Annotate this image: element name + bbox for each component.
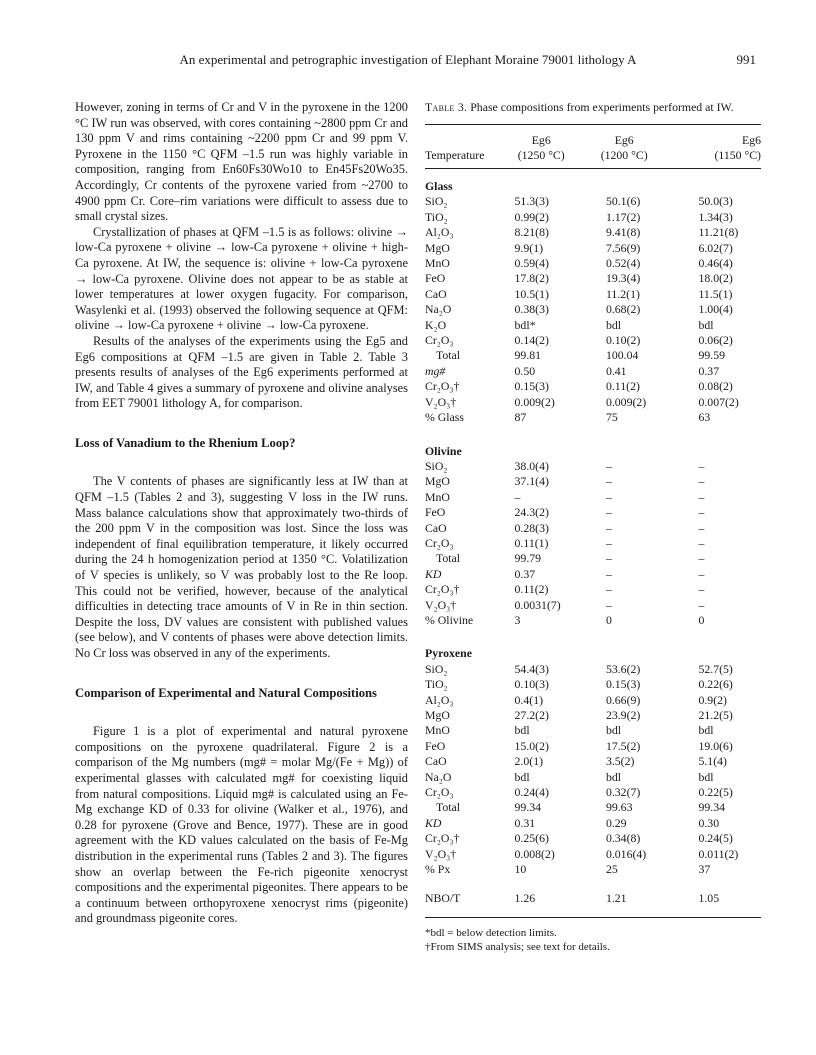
- table-cell: 27.2(2): [514, 708, 549, 722]
- table-cell: 87: [514, 410, 527, 425]
- table-cell: 9.41(8): [605, 225, 641, 240]
- table-row: [425, 816, 761, 831]
- page-number: 991: [736, 52, 756, 67]
- table-cell: 0.11(2): [605, 379, 640, 394]
- table-cell: 0.4(1): [514, 692, 544, 707]
- table-row: [425, 210, 761, 225]
- table-cell: bdl: [605, 769, 622, 784]
- row-label: FeO: [425, 738, 446, 753]
- table-cell: –: [605, 474, 612, 489]
- table-cell: 2.0(1): [514, 754, 544, 769]
- table-cell: –: [605, 566, 612, 581]
- table-cell: –: [698, 551, 705, 566]
- table-cell: 1.26: [514, 891, 536, 906]
- table-row: [425, 379, 761, 394]
- table-cell: 99.81: [514, 348, 542, 363]
- table-row: [425, 877, 761, 906]
- table-cell: 18.0(2): [698, 271, 733, 286]
- table-cell: –: [605, 551, 612, 566]
- table-row: [425, 225, 761, 240]
- table-row: [425, 862, 761, 877]
- table-cell: bdl: [514, 723, 530, 738]
- row-label: Total: [436, 551, 461, 566]
- table-cell: 0.008(2): [514, 846, 555, 861]
- table-cell: 0.15(3): [514, 379, 549, 394]
- row-label: Cr₂O₃: [425, 333, 454, 348]
- section-row: [425, 628, 761, 661]
- table-cell: 23.9(2): [605, 708, 641, 722]
- table-cell: 0.10(3): [514, 677, 549, 692]
- table-cell: 0.007(2): [698, 394, 739, 409]
- table-row: [425, 613, 761, 628]
- table-cell: 0.009(2): [605, 394, 647, 409]
- table-cell: 0.009(2): [514, 394, 555, 409]
- table-cell: 99.79: [514, 551, 542, 566]
- table-caption-label: Table 3.: [425, 100, 468, 114]
- table-row: [425, 800, 761, 815]
- table-cell: 54.4(3): [514, 661, 549, 676]
- table-cell: 0.66(9): [605, 692, 641, 707]
- table-row: [425, 490, 761, 505]
- running-title: An experimental and petrographic investigation of Elephant Moraine 79001 lithology A: [179, 52, 637, 67]
- table-cell: 11.21(8): [698, 225, 739, 240]
- table-row: [425, 662, 761, 677]
- table-row: [425, 474, 761, 489]
- table-cell: 0.25(6): [514, 831, 549, 846]
- footnote: *bdl = below detection limits.: [425, 926, 557, 939]
- row-label: V₂O₃†: [425, 846, 457, 861]
- row-label: MnO: [425, 489, 450, 504]
- table-cell: –: [605, 489, 612, 504]
- table-cell: –: [698, 474, 705, 489]
- table-cell: 0.46(4): [698, 256, 733, 271]
- row-label: MnO: [425, 256, 450, 271]
- row-label: Cr₂O₃†: [425, 582, 460, 597]
- table-cell: –: [605, 582, 612, 597]
- table-row: [425, 770, 761, 785]
- table-cell: –: [605, 458, 612, 473]
- table-body: [425, 169, 761, 917]
- table-cell: 0.37: [514, 566, 536, 581]
- table-row: [425, 287, 761, 302]
- table-row: [425, 459, 761, 474]
- table-cell: –: [605, 520, 612, 535]
- table-cell: 10: [514, 862, 527, 877]
- table-row: [425, 723, 761, 738]
- table-cell: 21.2(5): [698, 708, 733, 722]
- row-label: Cr₂O₃: [425, 785, 454, 800]
- table-cell: 99.34: [698, 800, 725, 815]
- row-label: Cr₂O₃†: [425, 379, 460, 394]
- table-cell: 37.1(4): [514, 474, 549, 489]
- table-row: [425, 754, 761, 769]
- table-cell: 0.41: [605, 363, 627, 378]
- left-column: [75, 100, 408, 927]
- section-title: Olivine: [425, 443, 462, 458]
- column-header: Eg6: [531, 133, 551, 147]
- table-cell: 0.11(1): [514, 535, 549, 550]
- table-cell: 19.3(4): [605, 271, 641, 286]
- table-cell: 15.0(2): [514, 738, 549, 753]
- column-header: (1200 °C): [600, 147, 648, 162]
- section-row: [425, 169, 761, 194]
- row-label: KD: [425, 815, 442, 830]
- section-heading: Loss of Vanadium to the Rhenium Loop?: [75, 435, 296, 450]
- table-cell: 99.59: [698, 348, 725, 363]
- table-row: [425, 395, 761, 410]
- table-cell: 100.04: [605, 348, 639, 363]
- footnote: †From SIMS analysis; see text for details.: [425, 941, 610, 954]
- table-row: [425, 582, 761, 597]
- table-cell: –: [698, 566, 705, 581]
- table-cell: –: [698, 458, 705, 473]
- table-row: [425, 505, 761, 520]
- table-cell: 99.63: [605, 800, 633, 815]
- row-label: V₂O₃†: [425, 394, 457, 409]
- table-cell: 38.0(4): [514, 458, 549, 473]
- table-cell: 0.14(2): [514, 333, 549, 348]
- row-label: Total: [436, 348, 461, 363]
- paragraph: The V contents of phases are significantly less at IW than at QFM –1.5 (Tables 2 and 3), suggesting V loss in the IW runs. Mass balance calculations show that approximately two-thirds of the 200 ppm V in the composition was lost. Since the loss was independent of final equilibration temperature, it likely occurred during the 24 h homogenization period at 1350 °C. Volatilization of V species is unlikely, so V was probably lost to the Re loop. This could not be verified, however, because of the analytical difficulties in detecting trace amounts of V in Re in thin section. Despite the loss, DV values are consistent with published values (see below), and V contents of phases were above detection limits. No Cr loss was observed in any of the experiments.: [75, 474, 408, 660]
- table-cell: 0.29: [605, 815, 627, 830]
- row-label: MgO: [425, 474, 450, 489]
- table-cell: 1.05: [698, 891, 720, 906]
- table-cell: 0.11(2): [514, 582, 549, 597]
- row-label: % Px: [425, 862, 451, 877]
- table-cell: 5.1(4): [698, 754, 727, 769]
- table-3: [425, 100, 761, 955]
- table-row: [425, 677, 761, 692]
- table-cell: 0.011(2): [698, 846, 739, 861]
- row-label: MnO: [425, 723, 450, 738]
- table-row: [425, 318, 761, 333]
- table-cell: 0.22(5): [698, 785, 733, 800]
- row-label: CaO: [425, 754, 447, 769]
- table-row: [425, 364, 761, 379]
- table-row: [425, 831, 761, 846]
- row-label: KD: [425, 566, 442, 581]
- table-cell: bdl*: [514, 317, 536, 332]
- header-row-temps: [425, 148, 761, 169]
- table-row: [425, 598, 761, 613]
- table-cell: 0.50: [514, 363, 536, 378]
- table-cell: 1.00(4): [698, 302, 733, 317]
- table-cell: 0.10(2): [605, 333, 641, 348]
- table-cell: 11.2(1): [605, 286, 640, 301]
- table-cell: –: [698, 520, 705, 535]
- table-cell: 0.22(6): [698, 677, 733, 692]
- row-label: MgO: [425, 708, 450, 722]
- row-label: % Glass: [425, 410, 464, 425]
- column-header: Eg6: [614, 133, 634, 147]
- paragraph: Results of the analyses of the experiments using the Eg5 and Eg6 compositions at QFM –1.5 are given in Table 2. Table 3 presents results of analyses of the Eg6 experiments performed at IW, and Table 4 gives a summary of pyroxene and olivine analyses from EET 79001 lithology A, for comparison.: [75, 333, 408, 411]
- table-cell: bdl: [514, 769, 530, 784]
- table-cell: –: [698, 505, 705, 520]
- row-label: SiO₂: [425, 661, 448, 676]
- section-title: Glass: [425, 179, 453, 193]
- table-cell: –: [698, 597, 705, 612]
- row-label: K₂O: [425, 317, 447, 332]
- table-row: [425, 194, 761, 209]
- table-cell: 53.6(2): [605, 661, 641, 676]
- row-label: CaO: [425, 286, 447, 301]
- table-cell: –: [514, 489, 521, 504]
- row-label: FeO: [425, 505, 446, 520]
- table-cell: 0.15(3): [605, 677, 641, 692]
- header-row-names: [425, 125, 761, 148]
- table-row: [425, 551, 761, 566]
- table-cell: 0: [698, 612, 705, 627]
- table-cell: 0.31: [514, 815, 536, 830]
- table-row: [425, 410, 761, 425]
- table-cell: –: [698, 535, 705, 550]
- section-row: [425, 426, 761, 459]
- row-label: Total: [436, 800, 461, 815]
- row-label: Al₂O₃: [425, 225, 454, 240]
- table-cell: 0.24(5): [698, 831, 733, 846]
- row-label: Na₂O: [425, 769, 452, 784]
- table-cell: 52.7(5): [698, 661, 733, 676]
- table-cell: 99.34: [514, 800, 542, 815]
- table-row: [425, 256, 761, 271]
- table-cell: 9.9(1): [514, 240, 544, 255]
- table-row: [425, 241, 761, 256]
- paragraph: However, zoning in terms of Cr and V in the pyroxene in the 1200 °C IW run was observed, with cores containing ~2800 ppm Cr and 130 ppm V and rims containing ~2200 ppm Cr and 99 ppm V. Pyroxene in the 1150 °C QFM –1.5 run was highly variable in composition, ranging from En60Fs30Wo10 to En45Fs20Wo35. Accordingly, Cr contents of the pyroxene varied from ~2700 to 4900 ppm Cr. Core–rim variations were difficult to assess due to small crystal sizes.: [75, 100, 408, 224]
- row-label: mg#: [425, 363, 446, 378]
- table-caption-text: Phase compositions from experiments performed at IW.: [470, 100, 734, 114]
- table-cell: 0.30: [698, 815, 720, 830]
- table-cell: –: [605, 535, 612, 550]
- table-cell: bdl: [698, 723, 714, 738]
- table-row: [425, 567, 761, 582]
- table-caption: [425, 100, 761, 115]
- table-cell: 0.24(4): [514, 785, 549, 800]
- table-cell: 11.5(1): [698, 286, 733, 301]
- paragraph: Crystallization of phases at QFM –1.5 is as follows: olivine → low-Ca pyroxene + olivine → low-Ca pyroxene + olivine + high-Ca pyroxene. At IW, the sequence is: olivine + low-Ca pyroxene → low-Ca pyroxene. Olivine does not appear to be as stable at lower temperatures at lower oxygen fugacity. For comparison, Wasylenki et al. (1993) observed the following sequence at QFM: olivine → low-Ca pyroxene + olivine → low-Ca pyroxene.: [75, 224, 408, 333]
- table-cell: 0.32(7): [605, 785, 641, 800]
- row-label: FeO: [425, 271, 446, 286]
- row-label: Cr₂O₃: [425, 535, 454, 550]
- table-cell: bdl: [605, 317, 622, 332]
- table-cell: –: [605, 505, 612, 520]
- table-row: [425, 333, 761, 348]
- table-row: [425, 302, 761, 317]
- table-row: [425, 536, 761, 551]
- table-cell: 10.5(1): [514, 286, 549, 301]
- table-cell: 0.34(8): [605, 831, 641, 846]
- table-cell: 3.5(2): [605, 754, 635, 769]
- table-cell: 63: [698, 410, 711, 425]
- table-cell: bdl: [605, 723, 622, 738]
- row-label: SiO₂: [425, 458, 448, 473]
- row-label: CaO: [425, 520, 447, 535]
- row-label: TiO₂: [425, 677, 448, 692]
- running-header: [0, 52, 816, 70]
- table-row: [425, 847, 761, 862]
- table-cell: 3: [514, 612, 521, 627]
- table-cell: –: [698, 489, 705, 504]
- composition-table: [425, 125, 761, 917]
- row-label: SiO₂: [425, 194, 448, 209]
- row-label: % Olivine: [425, 612, 474, 627]
- table-cell: 7.56(9): [605, 240, 641, 255]
- table-cell: 0.06(2): [698, 333, 733, 348]
- table-cell: 0.68(2): [605, 302, 641, 317]
- table-cell: 75: [605, 410, 618, 425]
- row-label: V₂O₃†: [425, 597, 457, 612]
- table-cell: bdl: [698, 769, 714, 784]
- column-header: (1250 °C): [517, 147, 565, 162]
- table-cell: –: [698, 582, 705, 597]
- column-header: (1150 °C): [714, 147, 761, 162]
- table-cell: 50.0(3): [698, 194, 733, 209]
- table-cell: 0.99(2): [514, 209, 549, 224]
- table-cell: –: [605, 597, 612, 612]
- table-row: [425, 521, 761, 536]
- section-heading: Comparison of Experimental and Natural Compositions: [75, 685, 377, 700]
- table-row: [425, 693, 761, 708]
- row-label: Cr₂O₃†: [425, 831, 460, 846]
- table-row: [425, 348, 761, 363]
- row-label: TiO₂: [425, 209, 448, 224]
- table-row: [425, 785, 761, 800]
- column-header: Temperature: [425, 147, 485, 162]
- table-cell: 1.34(3): [698, 209, 733, 224]
- table-cell: 0.08(2): [698, 379, 733, 394]
- table-cell: 0.59(4): [514, 256, 549, 271]
- table-bottom-rule: [425, 917, 761, 918]
- table-cell: 25: [605, 862, 618, 877]
- table-cell: 0.52(4): [605, 256, 641, 271]
- row-label: Al₂O₃: [425, 692, 454, 707]
- table-cell: 6.02(7): [698, 240, 733, 255]
- table-cell: 51.3(3): [514, 194, 549, 209]
- column-header: Eg6: [741, 133, 761, 147]
- table-cell: 8.21(8): [514, 225, 549, 240]
- row-label: Na₂O: [425, 302, 452, 317]
- table-row: [425, 739, 761, 754]
- paragraph: Figure 1 is a plot of experimental and natural pyroxene compositions on the pyroxene quadrilateral. Figure 2 is a comparison of the Mg numbers (mg# = molar Mg/(Fe + Mg)) of experimental glasses with calculated mg# for coexisting liquid from natural compositions. Liquid mg# is calculated using an Fe-Mg exchange KD of 0.33 for olivine (Walker et al., 1976), and 0.28 for pyroxene (Grove and Bence, 1977). These are in good agreement with the KD values calculated on the basis of Fe-Mg distribution in the experimental runs (Tables 2 and 3). The figures show an overlap between the Fe-rich pigeonite xenocryst compositions and the experimental pigeonites. There appears to be a continuum between orthopyroxene xenocryst rims (pigeonite) and groundmass pigeonite cores.: [75, 724, 408, 926]
- table-cell: 0.016(4): [605, 846, 647, 861]
- table-cell: 50.1(6): [605, 194, 641, 209]
- table-cell: 0.28(3): [514, 520, 549, 535]
- table-cell: 17.5(2): [605, 738, 641, 753]
- table-cell: 1.17(2): [605, 209, 641, 224]
- table-row: [425, 271, 761, 286]
- table-row: [425, 708, 761, 723]
- table-cell: 24.3(2): [514, 505, 549, 520]
- table-cell: 0.0031(7): [514, 597, 561, 612]
- table-cell: 37: [698, 862, 711, 877]
- row-label: MgO: [425, 240, 450, 255]
- table-footnotes: [425, 926, 761, 955]
- table-cell: bdl: [698, 317, 714, 332]
- table-cell: 0.37: [698, 363, 720, 378]
- row-label: NBO/T: [425, 891, 461, 906]
- table-cell: 17.8(2): [514, 271, 549, 286]
- table-cell: 0: [605, 612, 612, 627]
- section-title: Pyroxene: [425, 646, 472, 661]
- table-cell: 0.38(3): [514, 302, 549, 317]
- table-cell: 19.0(6): [698, 738, 733, 753]
- table-cell: 0.9(2): [698, 692, 727, 707]
- table-cell: 1.21: [605, 891, 627, 906]
